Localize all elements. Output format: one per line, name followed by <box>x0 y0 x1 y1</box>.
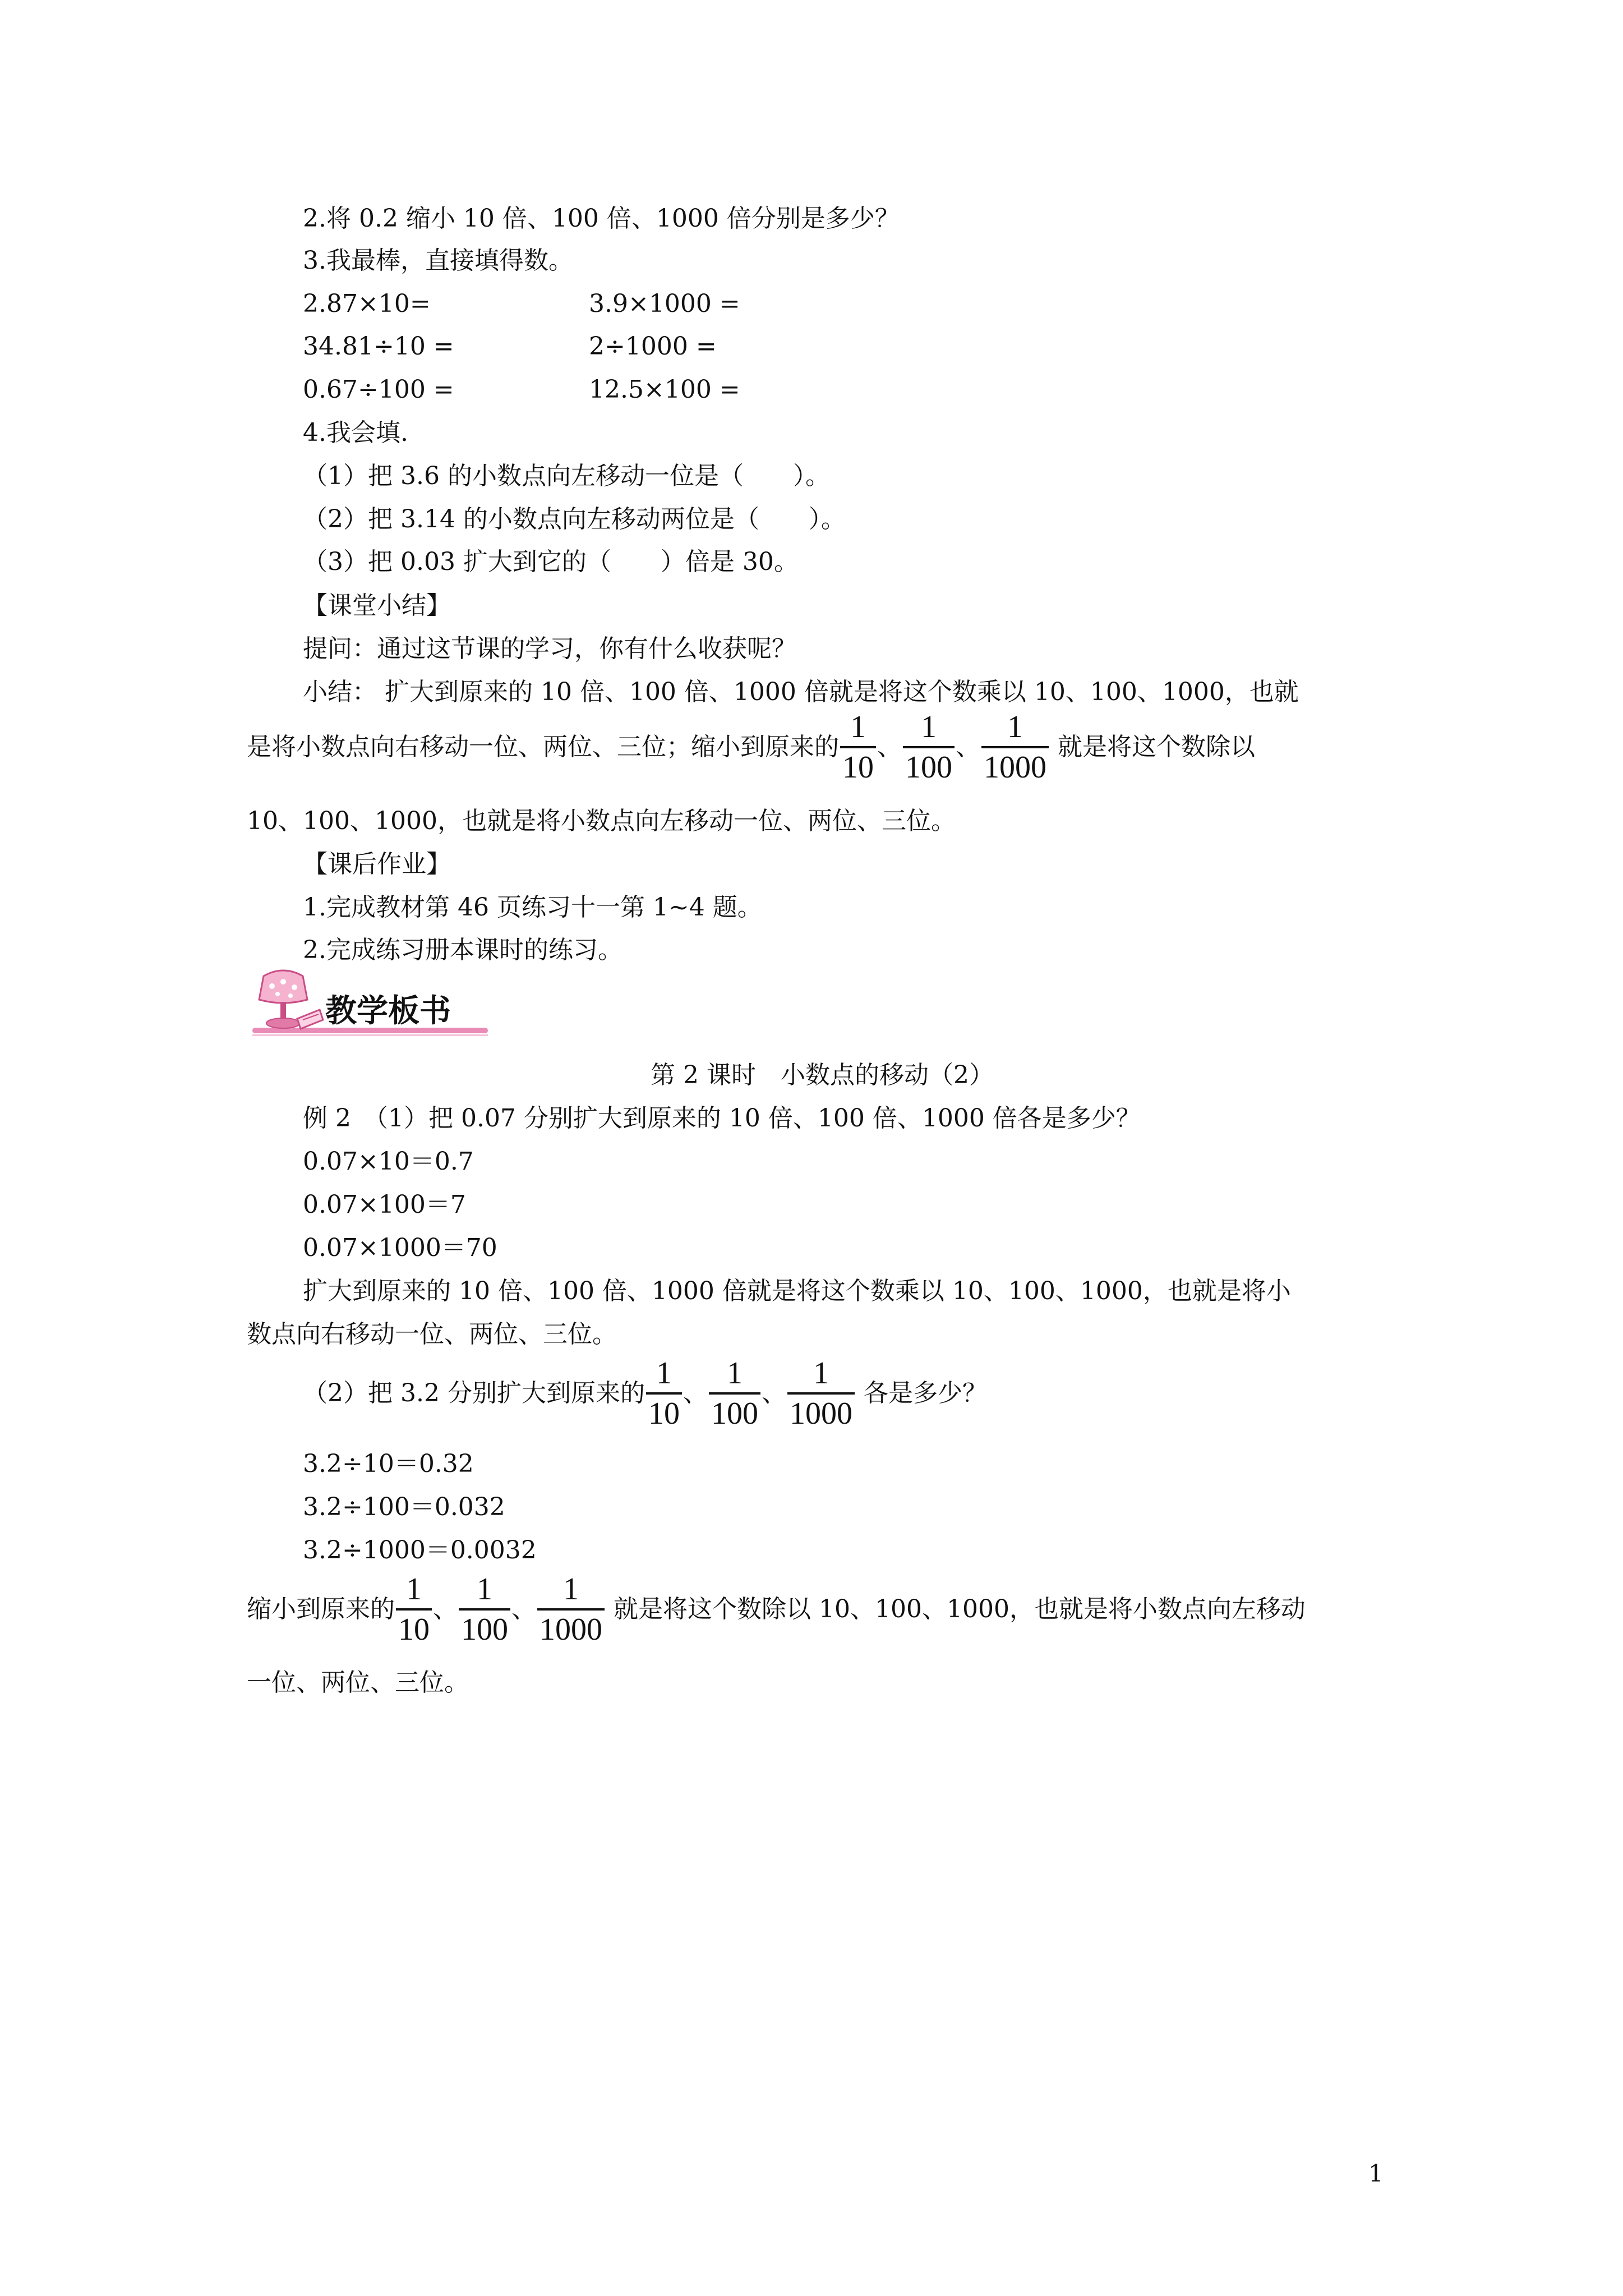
question-4: 4.我会填. <box>303 418 408 447</box>
fill-item-3: （3）把 0.03 扩大到它的（ ）倍是 30。 <box>303 547 799 576</box>
homework-heading: 【课后作业】 <box>303 850 451 878</box>
example-2-calc-6: 3.2÷1000＝0.0032 <box>303 1536 537 1565</box>
example-2-calc-3: 0.07×1000＝70 <box>303 1234 497 1262</box>
fraction-one-hundredth: $\frac{1}{100}$ <box>459 1573 510 1645</box>
question-3: 3.我最棒，直接填得数。 <box>303 246 573 275</box>
example-2-question-2-start: （2）把 3.2 分别扩大到原来的 <box>303 1379 645 1407</box>
example-2-text-2-end: 就是将这个数除以 10、100、1000，也就是将小数点向左移动 <box>614 1595 1306 1623</box>
summary-line-1: 小结： 扩大到原来的 10 倍、100 倍、1000 倍就是将这个数乘以 10、100、1000，也就 <box>303 678 1299 706</box>
fraction-one-tenth: $\frac{1}{10}$ <box>396 1573 432 1645</box>
fraction-one-hundredth: $\frac{1}{100}$ <box>903 711 955 783</box>
fraction-one-tenth: $\frac{1}{10}$ <box>646 1358 682 1429</box>
calc-2-left: 34.81÷10 = <box>303 332 454 361</box>
question-2: 2.将 0.2 缩小 10 倍、100 倍、1000 倍分别是多少？ <box>303 204 900 233</box>
example-2-calc-5: 3.2÷100＝0.032 <box>303 1493 505 1521</box>
calc-1-right: 3.9×1000 = <box>589 289 740 318</box>
summary-question: 提问：通过这节课的学习，你有什么收获呢？ <box>303 634 796 663</box>
fraction-one-thousandth: $\frac{1}{1000}$ <box>981 711 1049 783</box>
example-2-text-2-line-2: 一位、两位、三位。 <box>247 1668 469 1697</box>
summary-line-3: 10、100、1000，也就是将小数点向左移动一位、两位、三位。 <box>247 807 956 835</box>
badge-label: 教学板书 <box>325 993 451 1029</box>
summary-line-2: 是将小数点向右移动一位、两位、三位；缩小到原来的 $\frac{1}{10}$ 、 $\frac{1}{100}$ 、 $\frac{1}{1000}$ 就是将这个数除以 <box>247 710 1255 785</box>
calc-3-left: 0.67÷100 = <box>303 375 454 404</box>
example-2-text-2-line-1: 缩小到原来的 $\frac{1}{10}$ 、 $\frac{1}{100}$ 、 $\frac{1}{1000}$ 就是将这个数除以 10、100、1000，也就是将小数点向左移动 <box>247 1572 1306 1647</box>
homework-item-1: 1.完成教材第 46 页练习十一第 1~4 题。 <box>303 893 762 922</box>
example-2-calc-1: 0.07×10＝0.7 <box>303 1147 474 1176</box>
fraction-one-thousandth: $\frac{1}{1000}$ <box>537 1573 605 1645</box>
example-2-calc-4: 3.2÷10＝0.32 <box>303 1450 474 1478</box>
summary-heading: 【课堂小结】 <box>303 591 451 620</box>
fill-item-2: （2）把 3.14 的小数点向左移动两位是（ ）。 <box>303 505 846 533</box>
example-2-text-1-line-1: 扩大到原来的 10 倍、100 倍、1000 倍就是将这个数乘以 10、100、1000，也就是将小 <box>303 1277 1291 1305</box>
example-2-text-1-line-2: 数点向右移动一位、两位、三位。 <box>247 1320 617 1349</box>
example-2-question-2: （2）把 3.2 分别扩大到原来的 $\frac{1}{10}$ 、 $\frac{1}{100}$ 、 $\frac{1}{1000}$ 各是多少？ <box>303 1356 987 1431</box>
fill-item-1: （1）把 3.6 的小数点向左移动一位是（ ）。 <box>303 462 830 490</box>
board-title: 第 2 课时 小数点的移动（2） <box>651 1061 994 1089</box>
example-2-question-2-end: 各是多少？ <box>863 1379 987 1407</box>
summary-line-2-end: 就是将这个数除以 <box>1058 733 1255 761</box>
summary-line-2-start: 是将小数点向右移动一位、两位、三位；缩小到原来的 <box>247 733 839 761</box>
example-2-text-2-start: 缩小到原来的 <box>247 1595 395 1623</box>
fraction-one-thousandth: $\frac{1}{1000}$ <box>787 1358 855 1429</box>
example-2-question-1: 例 2 （1）把 0.07 分别扩大到原来的 10 倍、100 倍、1000 倍各是多少？ <box>303 1104 1141 1133</box>
calc-2-right: 2÷1000 = <box>589 332 717 361</box>
homework-item-2: 2.完成练习册本课时的练习。 <box>303 936 623 964</box>
section-badge <box>241 965 494 1049</box>
page-number: 1 <box>1368 2160 1384 2187</box>
fraction-one-tenth: $\frac{1}{10}$ <box>840 711 876 783</box>
calc-1-left: 2.87×10= <box>303 289 431 318</box>
calc-3-right: 12.5×100 = <box>589 375 740 404</box>
example-2-calc-2: 0.07×100＝7 <box>303 1190 466 1219</box>
fraction-one-hundredth: $\frac{1}{100}$ <box>709 1358 760 1429</box>
